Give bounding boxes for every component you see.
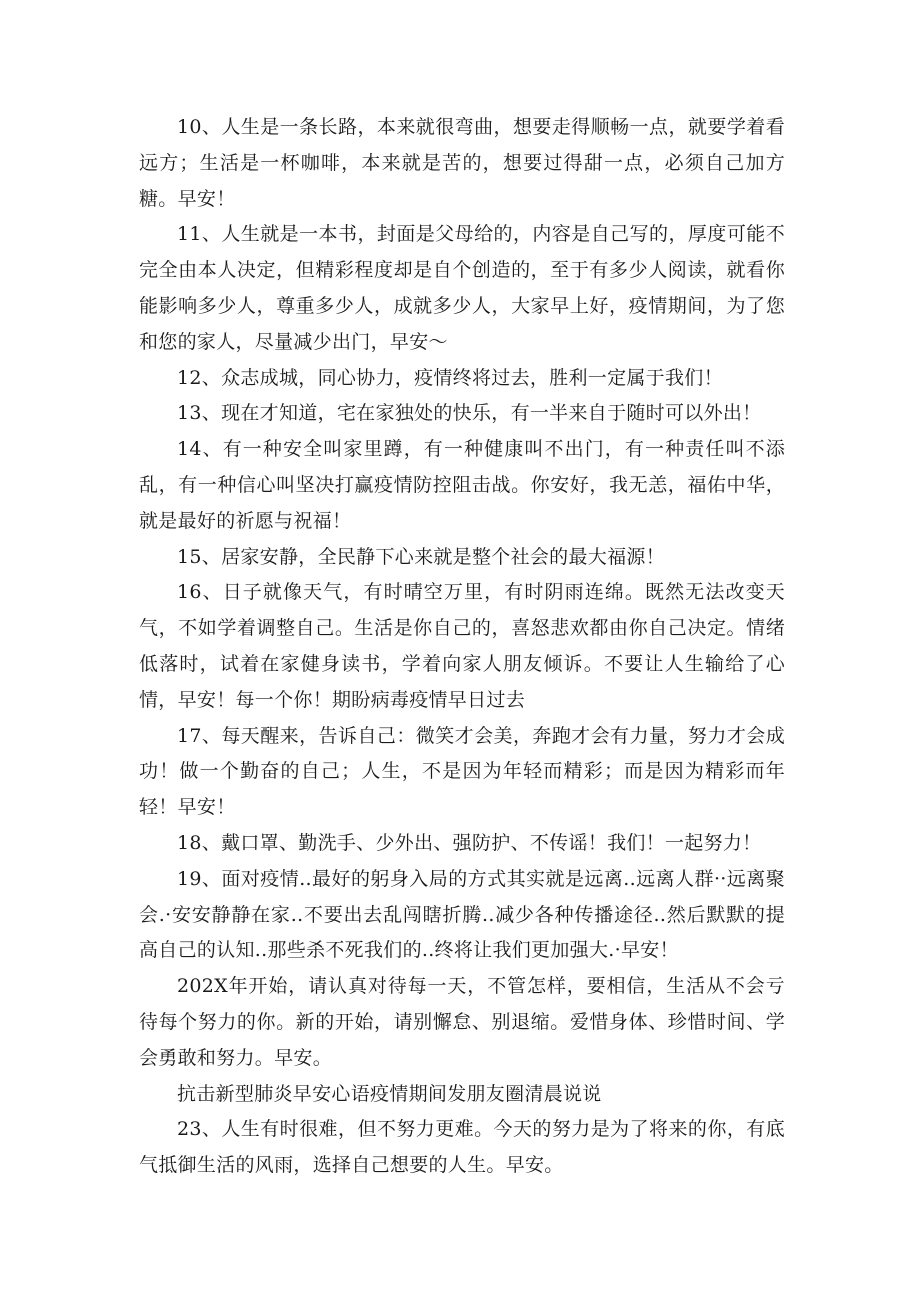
paragraph-16: 16、日子就像天气，有时晴空万里，有时阴雨连绵。既然无法改变天气，不如学着调整自己。生活是你自己的，喜怒悲欢都由你自己决定。情绪低落时，试着在家健身读书，学着向家人朋友倾诉。不要让人生输给了心情，早安！每一个你！期盼病毒疫情早日过去 <box>139 581 785 711</box>
paragraph-10: 10、人生是一条长路，本来就很弯曲，想要走得顺畅一点，就要学着看远方；生活是一杯咖啡，本来就是苦的，想要过得甜一点，必须自己加方糖。早安！ <box>139 116 785 210</box>
paragraph-18: 18、戴口罩、勤洗手、少外出、强防护、不传谣！我们！一起努力！ <box>177 831 762 854</box>
paragraph-14: 14、有一种安全叫家里蹲，有一种健康叫不出门，有一种责任叫不添乱，有一种信心叫坚决打赢疫情防控阻击战。你安好，我无恙，福佑中华，就是最好的祈愿与祝福！ <box>139 438 785 532</box>
paragraph-13: 13、现在才知道，宅在家独处的快乐，有一半来自于随时可以外出！ <box>177 402 762 425</box>
paragraph-17: 17、每天醒来，告诉自己：微笑才会美，奔跑才会有力量，努力才会成功！做一个勤奋的自己；人生，不是因为年轻而精彩；而是因为精彩而年轻！早安！ <box>139 724 785 819</box>
section-heading: 抗击新型肺炎早安心语疫情期间发朋友圈清晨说说 <box>177 1082 602 1105</box>
paragraph-12: 12、众志成城，同心协力，疫情终将过去，胜利一定属于我们！ <box>177 366 723 389</box>
document-body <box>139 110 785 1184</box>
paragraph-11: 11、人生就是一本书，封面是父母给的，内容是自己写的，厚度可能不完全由本人决定，但精彩程度却是自个创造的，至于有多少人阅读，就看你能影响多少人，尊重多少人，成就多少人，大家早上好，疫情期间，为了您和您的家人，尽量减少出门，早安～ <box>139 223 785 353</box>
paragraph-15: 15、居家安静，全民静下心来就是整个社会的最大福源！ <box>177 545 665 568</box>
paragraph-new-year: 202X年开始，请认真对待每一天，不管怎样，要相信，生活从不会亏待每个努力的你。新的开始，请别懈怠、别退缩。爱惜身体、珍惜时间、学会勇敢和努力。早安。 <box>139 975 785 1069</box>
paragraph-19: 19、面对疫情..最好的躬身入局的方式其实就是远离..远离人群··远离聚会.·安安静静在家..不要出去乱闯瞎折腾..减少各种传播途径..然后默默的提高自己的认知..那些杀不死我们的..终将让我们更加强大.·早安！ <box>139 867 785 962</box>
paragraph-23: 23、人生有时很难，但不努力更难。今天的努力是为了将来的你，有底气抵御生活的风雨，选择自己想要的人生。早安。 <box>139 1118 785 1177</box>
